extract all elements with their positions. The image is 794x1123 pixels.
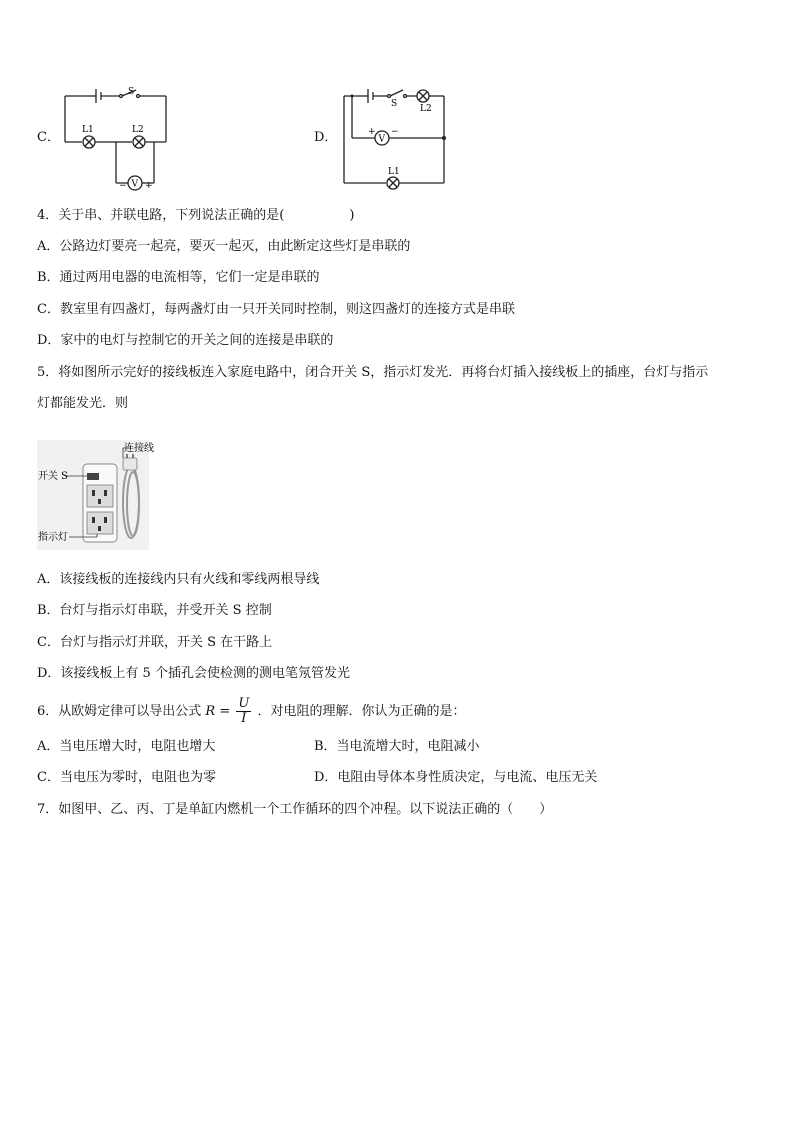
q7-stem: 7．如图甲、乙、丙、丁是单缸内燃机一个工作循环的四个冲程。以下说法正确的（ ） [37, 802, 553, 817]
voltmeter-plus: + [145, 181, 153, 191]
q5-option-b: B．台灯与指示灯串联，并受开关 S 控制 [37, 603, 272, 618]
q6-option-a: A．当电压增大时，电阻也增大 [37, 739, 216, 754]
q6-option-b: B．当电流增大时，电阻减小 [314, 739, 480, 754]
q5-option-a: A．该接线板的连接线内只有火线和零线两根导线 [37, 572, 320, 587]
q6-option-c: C．当电压为零时，电阻也为零 [37, 770, 216, 785]
option-c-label: C． [37, 130, 60, 145]
circuit-diagram-d [338, 86, 453, 191]
formula-lhs: R = [205, 704, 231, 719]
q6-option-d: D．电阻由导体本身性质决定，与电流、电压无关 [314, 770, 598, 785]
indicator-label: 指示灯 [38, 532, 68, 543]
voltmeter-plus: + [368, 127, 376, 137]
lamp-l1-label: L1 [82, 125, 94, 135]
q5-option-d: D．该接线板上有 5 个插孔会使检测的测电笔氖管发光 [37, 666, 350, 681]
lamp-l1-label: L1 [388, 167, 400, 177]
formula-denominator: I [241, 711, 247, 726]
q6-stem-before: 6．从欧姆定律可以导出公式 [37, 704, 202, 719]
formula-fraction [236, 697, 251, 726]
wire-label: 连接线 [124, 443, 154, 454]
option-d-label: D． [314, 130, 338, 145]
q5-stem-line2: 灯都能发光．则 [37, 396, 129, 411]
q6-stem-after: ．对电阻的理解．你认为正确的是： [257, 704, 466, 719]
power-strip-photo [37, 440, 154, 550]
q4-option-d: D．家中的电灯与控制它的开关之间的连接是串联的 [37, 333, 334, 348]
q4-option-c: C．教室里有四盏灯，每两盏灯由一只开关同时控制，则这四盏灯的连接方式是串联 [37, 302, 515, 317]
voltmeter-label: V [378, 134, 385, 145]
formula-numerator: U [238, 696, 250, 711]
q4-option-b: B．通过两用电器的电流相等，它们一定是串联的 [37, 270, 320, 285]
voltmeter-minus: − [391, 127, 399, 137]
q4-stem: 4．关于串、并联电路，下列说法正确的是( ) [37, 208, 355, 223]
q6-stem [37, 697, 466, 726]
switch-s-label: 开关 S [38, 471, 69, 482]
q4-option-a: A．公路边灯要亮一起亮，要灭一起灭，由此断定这些灯是串联的 [37, 239, 411, 254]
q5-option-c: C．台灯与指示灯并联，开关 S 在干路上 [37, 635, 273, 650]
circuit-diagram-c [58, 86, 173, 191]
lamp-l2-label: L2 [420, 104, 432, 114]
voltmeter-minus: − [119, 181, 127, 191]
lamp-l2-label: L2 [132, 125, 144, 135]
switch-label: S [128, 87, 135, 97]
power-strip-illustration [37, 440, 154, 550]
switch-label: S [391, 99, 398, 109]
q5-stem-line1: 5．将如图所示完好的接线板连入家庭电路中，闭合开关 S，指示灯发光．再将台灯插入接线板上的插座，台灯与指示 [37, 365, 709, 380]
voltmeter-label: V [131, 179, 138, 190]
